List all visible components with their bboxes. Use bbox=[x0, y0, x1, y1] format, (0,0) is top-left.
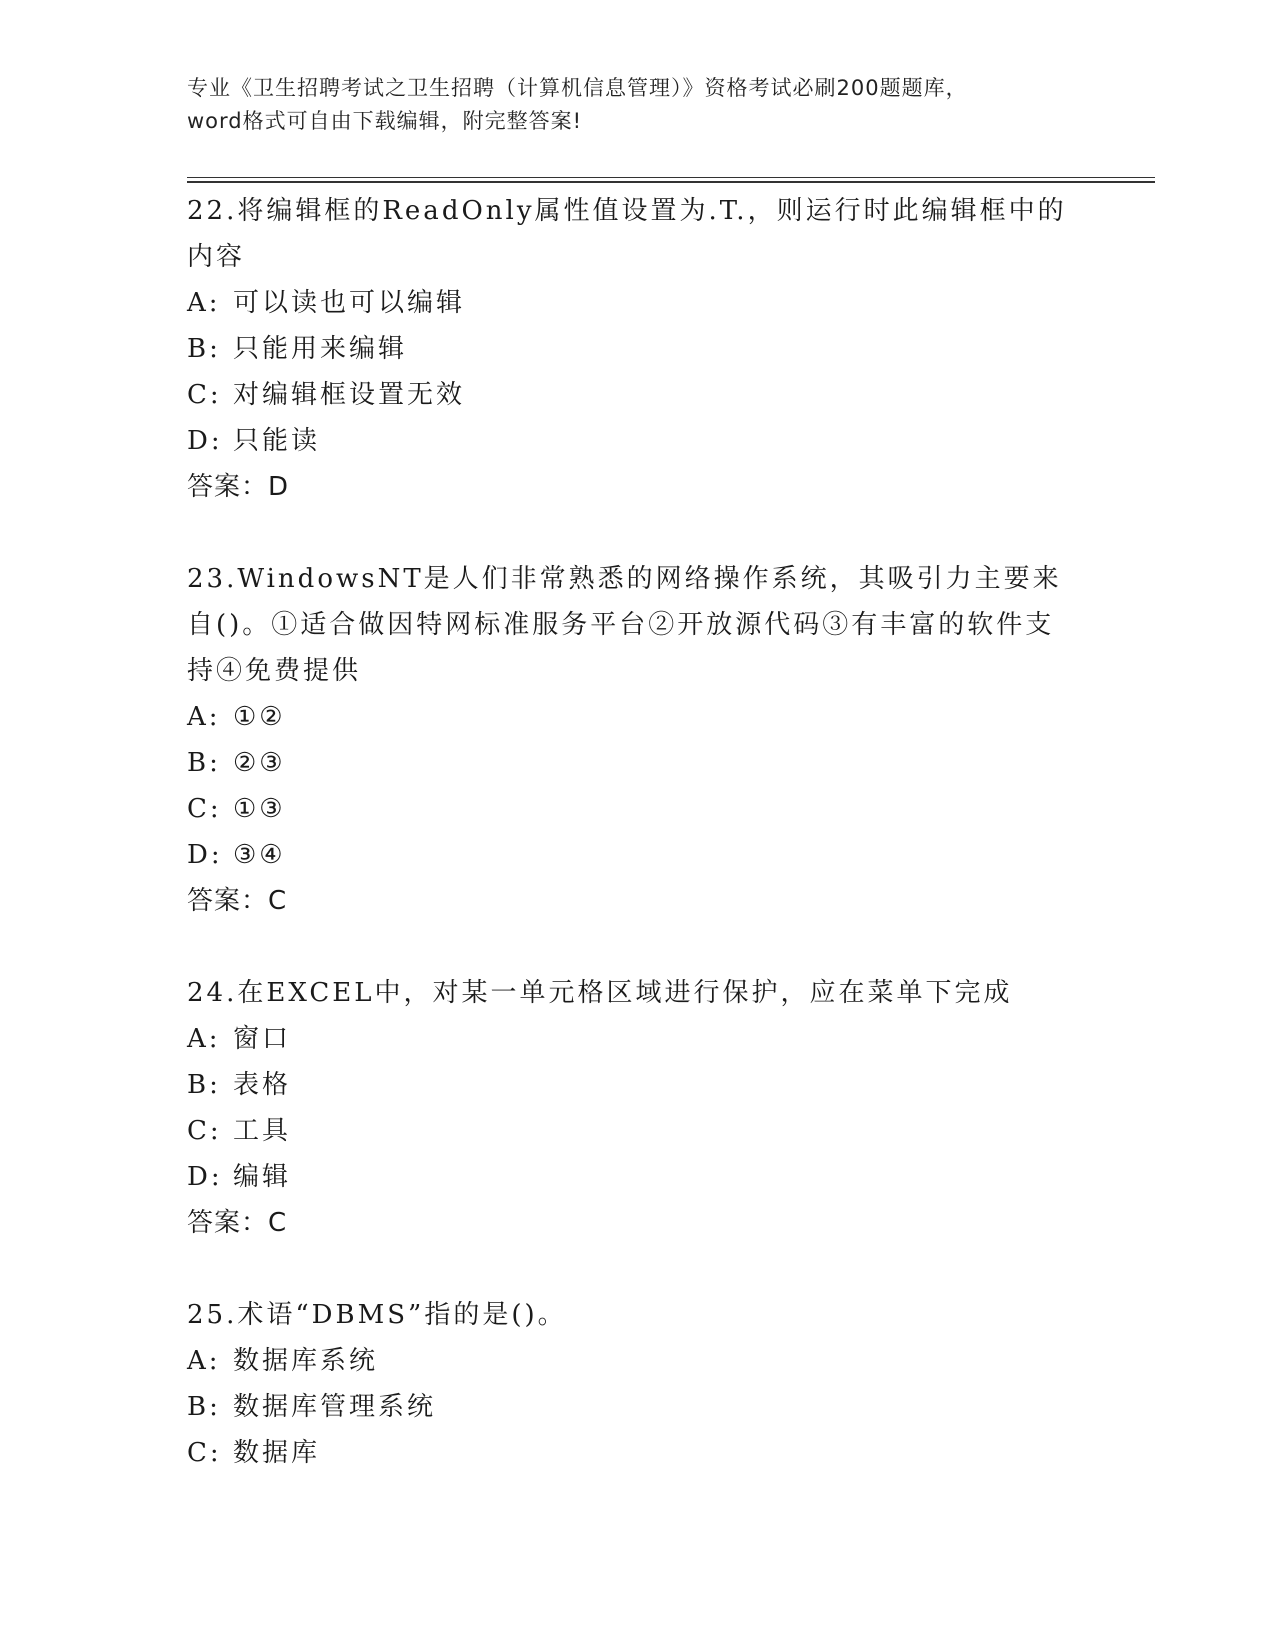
document-header bbox=[187, 72, 1087, 138]
option-text: ③④ bbox=[233, 840, 286, 870]
option-b bbox=[187, 1062, 1077, 1108]
header-line-2: word格式可自由下载编辑，附完整答案! bbox=[187, 109, 583, 133]
option-c bbox=[187, 1108, 1077, 1154]
option-text: 可以读也可以编辑 bbox=[233, 288, 466, 318]
option-key: B: bbox=[187, 1070, 221, 1100]
option-c bbox=[187, 786, 1077, 832]
option-key: C: bbox=[187, 1116, 222, 1146]
option-c bbox=[187, 1430, 1077, 1476]
option-key: C: bbox=[187, 380, 222, 410]
question-stem: 23.WindowsNT是人们非常熟悉的网络操作系统，其吸引力主要来自()。①适合做因特网标准服务平台②开放源代码③有丰富的软件支持④免费提供 bbox=[187, 564, 1062, 686]
answer-line: 答案：C bbox=[187, 886, 288, 916]
option-text: 表格 bbox=[233, 1070, 292, 1100]
option-d bbox=[187, 832, 1077, 878]
option-b bbox=[187, 326, 1077, 372]
question-23 bbox=[187, 556, 1077, 924]
option-d bbox=[187, 418, 1077, 464]
question-stem: 25.术语“DBMS”指的是()。 bbox=[187, 1300, 567, 1330]
option-text: ②③ bbox=[233, 748, 286, 778]
question-25 bbox=[187, 1292, 1077, 1476]
option-key: C: bbox=[187, 1438, 222, 1468]
option-key: B: bbox=[187, 334, 221, 364]
header-line-1: 专业《卫生招聘考试之卫生招聘（计算机信息管理）》资格考试必刷200题题库， bbox=[187, 76, 968, 100]
header-divider-thick bbox=[187, 181, 1155, 183]
option-key: A: bbox=[187, 702, 221, 732]
header-divider-thin bbox=[187, 177, 1155, 178]
option-key: A: bbox=[187, 1024, 221, 1054]
option-text: 数据库系统 bbox=[233, 1346, 379, 1376]
option-text: 数据库管理系统 bbox=[233, 1392, 437, 1422]
option-text: 对编辑框设置无效 bbox=[233, 380, 466, 410]
question-stem: 22.将编辑框的ReadOnly属性值设置为.T.，则运行时此编辑框中的内容 bbox=[187, 196, 1067, 272]
option-a bbox=[187, 694, 1077, 740]
option-key: B: bbox=[187, 748, 221, 778]
question-stem: 24.在EXCEL中，对某一单元格区域进行保护，应在菜单下完成 bbox=[187, 978, 1013, 1008]
option-a bbox=[187, 1016, 1077, 1062]
question-24 bbox=[187, 970, 1077, 1246]
question-list bbox=[187, 188, 1077, 1522]
option-key: D: bbox=[187, 426, 223, 456]
option-b bbox=[187, 740, 1077, 786]
option-key: D: bbox=[187, 1162, 223, 1192]
option-key: A: bbox=[187, 1346, 221, 1376]
option-text: 窗口 bbox=[233, 1024, 292, 1054]
answer-line: 答案：C bbox=[187, 1208, 288, 1238]
option-key: D: bbox=[187, 840, 223, 870]
option-d bbox=[187, 1154, 1077, 1200]
option-text: ①② bbox=[233, 702, 286, 732]
option-b bbox=[187, 1384, 1077, 1430]
option-key: C: bbox=[187, 794, 222, 824]
option-key: A: bbox=[187, 288, 221, 318]
option-key: B: bbox=[187, 1392, 221, 1422]
option-text: 只能读 bbox=[233, 426, 321, 456]
option-text: 编辑 bbox=[233, 1162, 292, 1192]
option-c bbox=[187, 372, 1077, 418]
option-a bbox=[187, 280, 1077, 326]
option-text: 数据库 bbox=[233, 1438, 321, 1468]
option-text: ①③ bbox=[233, 794, 286, 824]
option-text: 只能用来编辑 bbox=[233, 334, 408, 364]
option-text: 工具 bbox=[233, 1116, 292, 1146]
question-22 bbox=[187, 188, 1077, 510]
answer-line: 答案：D bbox=[187, 472, 290, 502]
option-a bbox=[187, 1338, 1077, 1384]
